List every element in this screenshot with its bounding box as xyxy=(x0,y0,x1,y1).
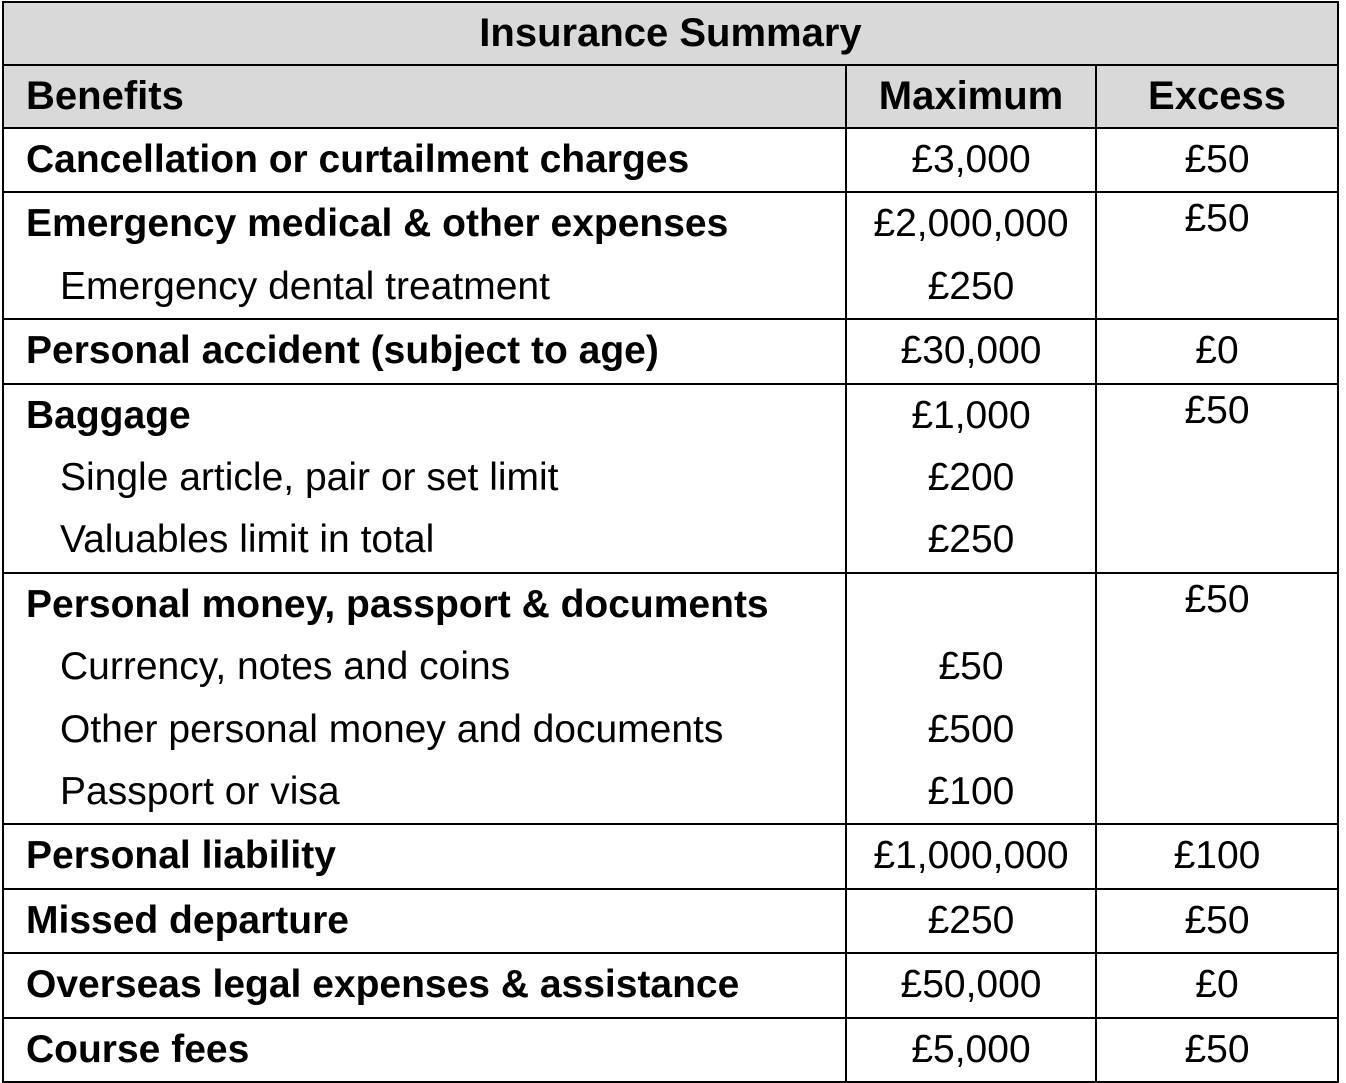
benefit-group-row xyxy=(4,1019,1337,1081)
table-title: Insurance Summary xyxy=(4,3,1337,66)
maximum-value: £50 xyxy=(938,645,1004,689)
maximum-value: £1,000 xyxy=(911,393,1031,437)
maximum-cell xyxy=(847,385,1097,572)
benefit-label: Cancellation or curtailment charges xyxy=(26,138,690,181)
maximum-value xyxy=(847,574,1095,636)
maximum-value: £30,000 xyxy=(900,329,1042,373)
excess-value: £50 xyxy=(1184,388,1250,432)
maximum-value: £5,000 xyxy=(911,1027,1031,1071)
maximum-value: £200 xyxy=(927,455,1015,499)
maximum-value: £250 xyxy=(927,518,1015,562)
excess-cell xyxy=(1097,320,1337,382)
benefit-group-row xyxy=(4,954,1337,1018)
benefit-cell xyxy=(4,954,847,1016)
benefit-cell xyxy=(4,320,847,382)
insurance-summary-table xyxy=(2,1,1339,1083)
maximum-value: £100 xyxy=(927,769,1015,813)
excess-cell xyxy=(1097,385,1337,572)
header-benefits: Benefits xyxy=(4,66,847,127)
header-maximum: Maximum xyxy=(847,66,1097,127)
maximum-cell xyxy=(847,320,1097,382)
sub-benefit-label: Passport or visa xyxy=(60,769,340,813)
maximum-value: £500 xyxy=(927,707,1015,751)
benefit-group-row xyxy=(4,825,1337,889)
benefit-cell xyxy=(4,890,847,952)
benefit-label: Course fees xyxy=(26,1027,250,1071)
sub-benefit-label: Currency, notes and coins xyxy=(60,645,511,689)
maximum-cell xyxy=(847,954,1097,1016)
sub-benefit-label: Single article, pair or set limit xyxy=(60,455,559,499)
benefit-label: Personal liability xyxy=(26,834,336,878)
benefit-label: Overseas legal expenses & assistance xyxy=(26,963,740,1007)
benefit-label: Personal money, passport & documents xyxy=(26,582,769,626)
sub-benefit-label: Valuables limit in total xyxy=(60,518,435,562)
maximum-cell xyxy=(847,574,1097,824)
header-row xyxy=(4,66,1337,129)
maximum-value: £250 xyxy=(927,264,1015,308)
maximum-cell xyxy=(847,193,1097,318)
benefit-group-row xyxy=(4,385,1337,574)
maximum-cell xyxy=(847,1019,1097,1081)
maximum-value: £50,000 xyxy=(900,963,1042,1007)
benefit-group-row xyxy=(4,193,1337,320)
benefit-cell xyxy=(4,1019,847,1081)
maximum-value: £3,000 xyxy=(911,138,1031,181)
maximum-cell xyxy=(847,890,1097,952)
benefit-cell xyxy=(4,129,847,191)
benefit-label: Missed departure xyxy=(26,898,349,942)
benefit-cell xyxy=(4,825,847,887)
benefit-cell xyxy=(4,574,847,824)
excess-cell xyxy=(1097,954,1337,1016)
benefit-cell xyxy=(4,385,847,572)
maximum-cell xyxy=(847,129,1097,191)
excess-value: £0 xyxy=(1195,329,1239,373)
excess-cell xyxy=(1097,825,1337,887)
sub-benefit-label: Other personal money and documents xyxy=(60,707,724,751)
benefit-group-row xyxy=(4,320,1337,384)
benefit-label: Personal accident (subject to age) xyxy=(26,329,659,373)
header-excess: Excess xyxy=(1148,74,1286,118)
sub-benefit-label: Emergency dental treatment xyxy=(60,264,550,308)
excess-cell xyxy=(1097,574,1337,824)
benefit-cell xyxy=(4,193,847,318)
maximum-cell xyxy=(847,825,1097,887)
excess-value: £50 xyxy=(1184,898,1250,942)
maximum-value: £2,000,000 xyxy=(873,202,1069,246)
benefit-group-row xyxy=(4,890,1337,954)
maximum-value: £1,000,000 xyxy=(873,834,1069,878)
excess-value: £50 xyxy=(1184,197,1250,241)
benefit-label: Baggage xyxy=(26,393,191,437)
excess-cell xyxy=(1097,193,1337,318)
excess-value: £0 xyxy=(1195,963,1239,1007)
excess-cell xyxy=(1097,129,1337,191)
excess-cell xyxy=(1097,890,1337,952)
excess-value: £50 xyxy=(1184,1027,1250,1071)
excess-value: £50 xyxy=(1184,138,1250,181)
excess-cell xyxy=(1097,1019,1337,1081)
maximum-value: £250 xyxy=(927,898,1015,942)
excess-value: £100 xyxy=(1173,834,1261,878)
benefit-group-row xyxy=(4,574,1337,826)
excess-value: £50 xyxy=(1184,577,1250,621)
benefit-group-row xyxy=(4,129,1337,193)
benefit-label: Emergency medical & other expenses xyxy=(26,202,729,246)
